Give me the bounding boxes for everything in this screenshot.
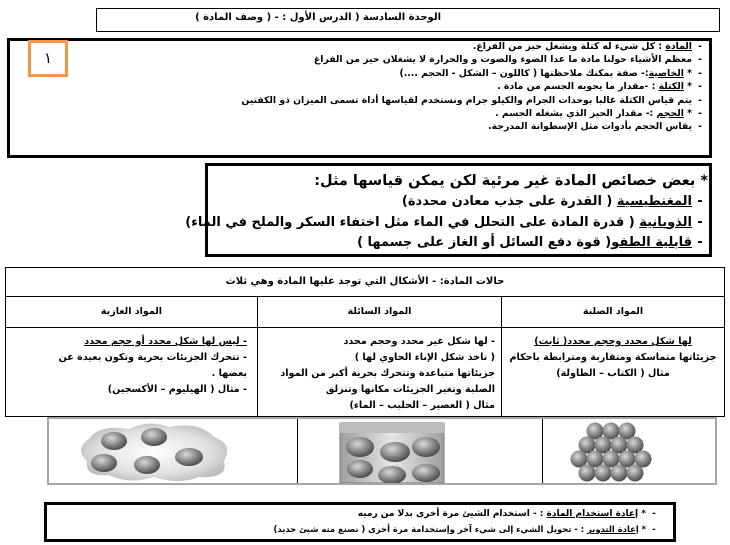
invisible-properties-list — [185, 170, 708, 254]
solid-particle — [595, 465, 612, 482]
definition-text: : - استخدام الشيئ مرة أخرى بدلا من رميه — [357, 509, 547, 519]
cell-text: مثال ( الكتاب – الطاولة) — [556, 368, 670, 379]
bullet-dash: - — [698, 81, 702, 93]
states-table-header: حالات المادة: - الأشكال التي توجد عليها المادة وهي ثلاث — [6, 268, 725, 297]
cell-content — [6, 328, 257, 398]
bullet-dash: - — [698, 121, 702, 133]
cell-line — [258, 398, 495, 414]
column-header-gas: المواد الغازية — [6, 297, 258, 328]
solid-particle — [611, 465, 628, 482]
bullet-star: * — [683, 81, 692, 93]
cell-text: جزيئاتها متباعدة وتتحرك بحرية أكبر من المواد — [280, 368, 495, 379]
definition-text: يتم قياس الكتلة غالبا بوحدات الجرام والكيلو جرام ونستخدم لقياسها أداة تسمى الميزان ذو الكفتين — [241, 94, 692, 106]
cell-text: - مثال ( الهيليوم – الأكسجين) — [107, 384, 247, 395]
solid-particle — [627, 465, 644, 482]
bullet-dash: - — [697, 214, 703, 230]
cell-line — [502, 350, 724, 366]
reuse-recycle-list — [42, 507, 662, 537]
definition-text: : - تحويل الشيء إلى شيء آخر وإستخدامة مرة أخرى ( نصنع منه شيئ جديد) — [273, 524, 587, 534]
cell-line — [502, 334, 724, 350]
cell-content — [258, 328, 501, 414]
definition-text: : -مقدار ما يحويه الجسم من مادة . — [497, 81, 659, 93]
term: المغنطيسية — [616, 194, 692, 209]
term: الحجم — [656, 108, 684, 120]
particle-images-row — [47, 417, 717, 485]
definition-text: يقاس الحجم بأدوات مثل الإسطوانة المدرجة. — [488, 121, 692, 133]
term: قابلية الطفو — [611, 235, 692, 250]
list-item — [208, 233, 708, 254]
term: الخاصية — [648, 67, 684, 79]
list-item — [268, 107, 708, 120]
cell-text: - لها شكل غير محدد وحجم محدد — [343, 336, 495, 347]
term: إعادة استخدام المادة — [546, 509, 639, 519]
bullet-dash: - — [652, 524, 656, 534]
cell-line — [258, 334, 495, 350]
cell-text: بعضها . — [211, 368, 247, 379]
cell-text: - ليس لها شكل محدد أو حجم محدد — [84, 336, 247, 347]
bullet-dash: - — [652, 509, 656, 519]
cell-line — [258, 366, 495, 382]
cell-line — [258, 382, 495, 398]
definition-text: :- مقدار الحيز الذي يشغله الجسم . — [495, 108, 657, 120]
cell-text: الصلبة وتغير الجزيئات مكانها وتنزلق — [325, 384, 495, 395]
list-item — [268, 120, 708, 133]
bullet-dash: - — [697, 194, 703, 209]
cell-line — [502, 366, 724, 382]
page-number: ١ — [43, 49, 53, 67]
solid-particle — [579, 465, 596, 482]
bullet-dash: - — [698, 67, 702, 79]
bullet-dash: - — [698, 108, 702, 120]
states-of-matter-table — [5, 267, 725, 417]
definition-text: ( قوة دفع السائل أو الغاز على جسمها ) — [357, 235, 612, 250]
lesson-title: الوحدة السادسة ( الدرس الأول : - ( وصف المادة ) — [195, 12, 441, 23]
definition-text: : كل شيء له كتلة ويشغل حيز من الفراغ. — [472, 41, 666, 52]
definition-text: ( القدرة على جذب معادن محددة) — [401, 194, 617, 209]
cell-text: مثال ( العصير – الحليب – الماء) — [349, 400, 495, 411]
term: الكتلة — [658, 81, 684, 93]
column-header-liquid: المواد السائلة — [258, 297, 502, 328]
cell-line — [6, 366, 247, 382]
bullet-star: * — [638, 509, 646, 519]
cell-content — [502, 328, 724, 382]
column-header-solid: المواد الصلبة — [502, 297, 725, 328]
gas-description-cell — [6, 328, 258, 417]
list-item — [268, 80, 708, 93]
liquid-particles-image — [298, 419, 542, 483]
definition-text: معظم الأشياء حولنا مادة ما عدا الضوء والصوت و والحرارة لا يشغلان حيز من الفراغ — [313, 54, 692, 66]
list-item — [42, 507, 662, 522]
page-number-badge — [28, 40, 68, 77]
cell-text: جزيئاتها متماسكة ومتقاربة ومترابطة باحكام — [509, 352, 717, 363]
invisible-properties-heading: * بعض خصائص المادة غير مرئية لكن يمكن قياسها مثل: — [314, 173, 708, 189]
liquid-description-cell — [258, 328, 502, 417]
cell-text: لها شكل محدد وحجم محدد( ثابت) — [534, 336, 692, 347]
list-item — [268, 67, 708, 80]
term: إعادة التدوير — [586, 524, 639, 534]
list-item — [185, 213, 708, 234]
solid-description-cell — [502, 328, 725, 417]
definition-text: :- صفة يمكنك ملاحظتها ( كاللون – الشكل - الحجم ....) — [399, 67, 649, 79]
list-item — [208, 192, 708, 213]
bullet-dash: - — [697, 235, 703, 250]
cell-line — [258, 350, 495, 366]
bullet-dash: - — [698, 94, 702, 106]
list-item — [42, 522, 662, 537]
cell-text: ( تاخذ شكل الإناء الحاوي لها ) — [354, 352, 495, 363]
term: الذوبانية — [639, 214, 692, 230]
term: المادة — [665, 41, 692, 52]
bullet-star: * — [638, 524, 646, 534]
cell-text: - تتحرك الجزيئات بحرية وتكون بعيدة عن — [58, 352, 247, 363]
bullet-dash: - — [698, 41, 702, 52]
bullet-dash: - — [698, 54, 702, 66]
gas-particles-image — [49, 419, 297, 483]
list-item — [268, 40, 708, 53]
definition-text: ( قدرة المادة على التحلل في الماء مثل اختفاء السكر والملح في الماء) — [185, 214, 640, 230]
list-item — [241, 94, 708, 107]
cell-line — [6, 382, 247, 398]
definitions-list — [241, 40, 708, 134]
list-item — [268, 53, 708, 66]
cell-line — [6, 334, 247, 350]
bullet-star: * — [683, 108, 692, 120]
bullet-star: * — [683, 67, 692, 79]
lesson-title-box — [96, 8, 720, 32]
solid-particles-image — [543, 419, 715, 483]
cell-line — [6, 350, 247, 366]
